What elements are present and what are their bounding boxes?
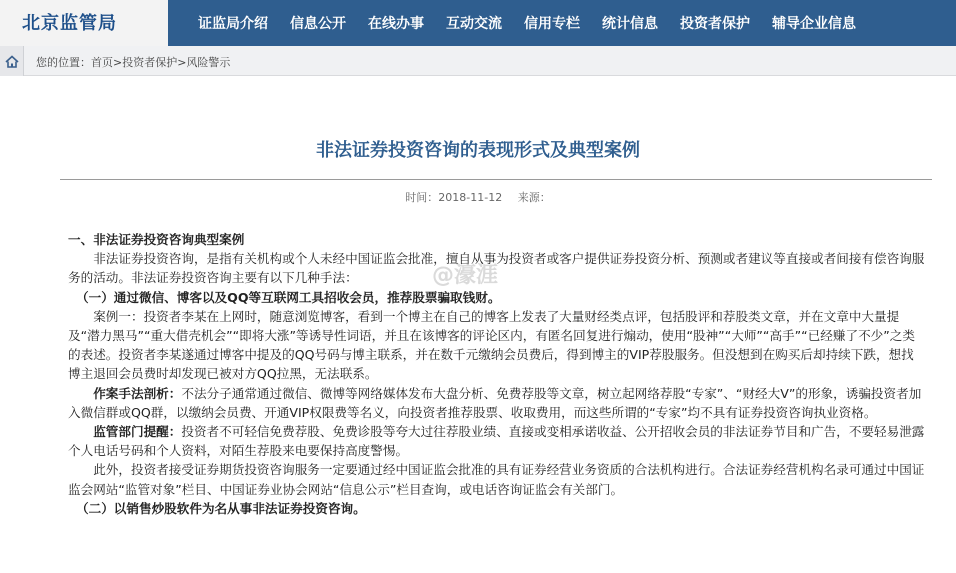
- nav-item-investor-protection[interactable]: 投资者保护: [680, 16, 750, 32]
- breadcrumb-separator: >: [177, 56, 187, 69]
- publish-time: [405, 191, 502, 204]
- paragraph-further-text: 此外，投资者接受证券期货投资咨询服务一定要通过经中国证监会批准的具有证券经营业务资质的合法机构进行。合法证券经营机构名录可通过中国证监会网站“监管对象”栏目、中国证券业协会网站“信息公示”栏目查询，或电话咨询证监会有关部门。: [68, 462, 925, 497]
- reminder-text: 投资者不可轻信免费荐股、免费诊股等夸大过往荐股业绩、直接或变相承诺收益、公开招收会员的非法证券节目和广告，不要轻易泄露个人电话号码和个人资料，对陌生荐股来电要保持高度警惕。: [68, 424, 925, 459]
- paragraph-reminder: [68, 422, 926, 460]
- nav-item-statistics[interactable]: 统计信息: [602, 16, 658, 32]
- paragraph-definition: [68, 249, 926, 287]
- source-label: 来源：: [517, 191, 551, 204]
- breadcrumb-prefix: 您的位置：: [36, 56, 91, 69]
- subsection-heading-2: （二）以销售炒股软件为名从事非法证券投资咨询。: [76, 500, 366, 516]
- nav-item-disclosure[interactable]: 信息公开: [290, 16, 346, 32]
- main-nav: [186, 0, 878, 46]
- nav-item-interaction[interactable]: 互动交流: [446, 16, 502, 32]
- paragraph-definition-text: 非法证券投资咨询，是指有关机构或个人未经中国证监会批准，擅自从事为投资者或客户提供证券投资分析、预测或者建议等直接或者间接有偿咨询服务的活动。非法证券投资咨询主要有以下几种手法：: [68, 251, 925, 286]
- breadcrumb-home-link[interactable]: 首页: [91, 56, 113, 69]
- site-logo[interactable]: 北京监管局: [22, 13, 117, 34]
- article-body: [68, 230, 926, 518]
- site-header: [0, 0, 956, 46]
- nav-item-intro[interactable]: 证监局介绍: [198, 16, 268, 32]
- article-meta: [0, 189, 956, 205]
- analysis-lead: 作案手法剖析：: [93, 385, 182, 401]
- subsection-heading-1: （一）通过微信、博客以及QQ等互联网工具招收会员，推荐股票骗取钱财。: [76, 289, 501, 305]
- nav-item-guidance[interactable]: 辅导企业信息: [772, 16, 856, 32]
- paragraph-analysis: [68, 384, 926, 422]
- home-icon[interactable]: [0, 46, 24, 76]
- article-title: 非法证券投资咨询的表现形式及典型案例: [316, 140, 640, 161]
- watermark: @濠涯: [432, 263, 499, 288]
- breadcrumb-text: [36, 54, 230, 70]
- nav-item-online-service[interactable]: 在线办事: [368, 16, 424, 32]
- breadcrumb: [0, 46, 956, 76]
- title-divider: [60, 179, 932, 180]
- time-label: 时间：: [405, 191, 439, 204]
- breadcrumb-investor-protection-link[interactable]: 投资者保护: [122, 56, 178, 69]
- paragraph-further: [68, 460, 926, 498]
- logo-diagonal: [120, 0, 168, 46]
- breadcrumb-separator: >: [113, 56, 123, 69]
- paragraph-case-one: [68, 307, 926, 384]
- reminder-lead: 监管部门提醒：: [93, 424, 182, 440]
- paragraph-case-one-text: 案例一：投资者李某在上网时，随意浏览博客，看到一个博主在自己的博客上发表了大量财经类点评，包括股评和荐股类文章，并在文章中大量提及“潜力黑马”“重大借壳机会”“即将大涨”等诱导性词语，并且在该博客的评论区内，有匿名回复进行煽动，使用“股神”“大师”“高手”“已经赚了不少”之类的表述。投资者李某遂通过博客中提及的QQ号码与博主联系，并在数千元缴纳会员费后，得到博主的VIP荐股服务。但没想到在购买后却持续下跌，想找博主退回会员费时却发现已被对方QQ拉黑，无法联系。: [68, 308, 915, 382]
- section-heading: 一、非法证券投资咨询典型案例: [68, 232, 245, 247]
- nav-item-credit[interactable]: 信用专栏: [524, 16, 580, 32]
- breadcrumb-risk-warning-link[interactable]: 风险警示: [186, 56, 231, 69]
- analysis-text: 不法分子通常通过微信、微博等网络媒体发布大盘分析、免费荐股等文章，树立起网络荐股“专家”、“财经大V”的形象，诱骗投资者加入微信群或QQ群，以缴纳会员费、开通VIP权限费等名义，向投资者推荐股票、收取费用，而这些所谓的“专家”均不具有证券投资咨询执业资格。: [68, 385, 922, 420]
- time-value: 2018-11-12: [438, 191, 503, 204]
